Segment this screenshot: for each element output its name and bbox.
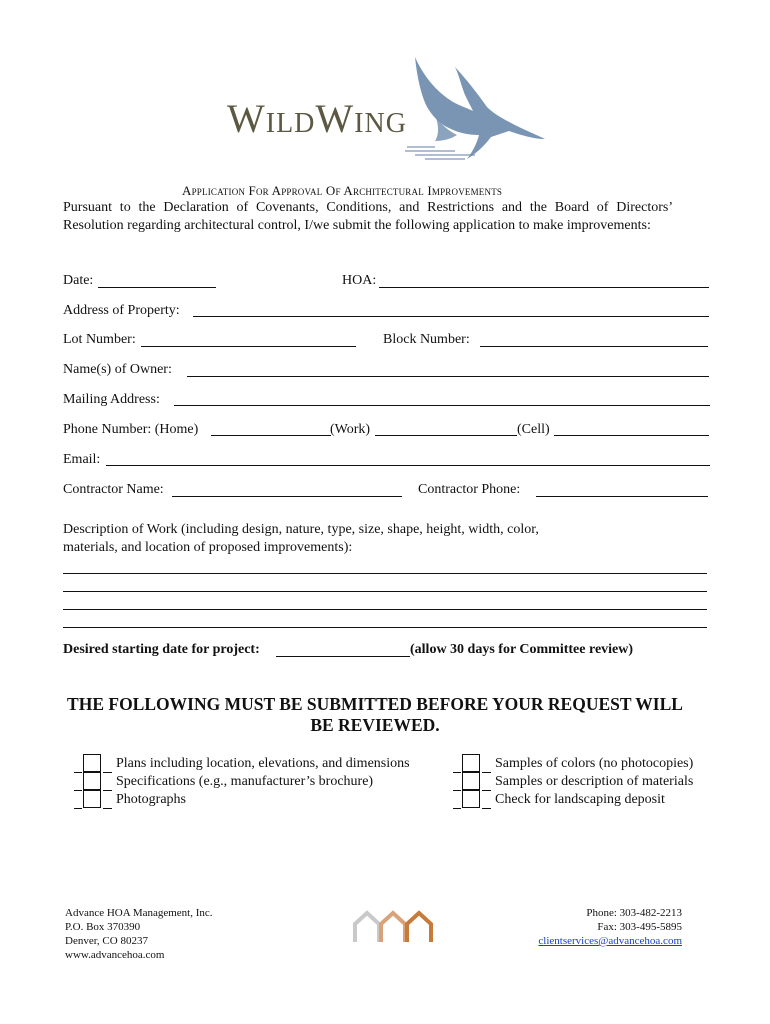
- footer-contact: [480, 906, 682, 948]
- description-line-4[interactable]: [63, 627, 707, 628]
- checkbox-landscaping-deposit[interactable]: [462, 790, 480, 808]
- phone-home-field[interactable]: [211, 435, 331, 436]
- right-checklist: [453, 752, 723, 812]
- owner-label: Name(s) of Owner:: [63, 362, 172, 377]
- description-label-line2: materials, and location of proposed improvements):: [63, 540, 353, 555]
- phone-cell-field[interactable]: [554, 435, 709, 436]
- wildwing-logo: [225, 55, 555, 170]
- fax-number: Fax: 303-495-5895: [597, 921, 682, 933]
- checklist-item-specifications: Specifications (e.g., manufacturer’s brochure): [116, 774, 374, 789]
- date-label: Date:: [63, 273, 94, 288]
- advance-hoa-houses-icon: [353, 910, 435, 944]
- checkbox-color-samples[interactable]: [462, 754, 480, 772]
- checkbox-specifications[interactable]: [83, 772, 101, 790]
- block-label: Block Number:: [383, 332, 470, 347]
- contractor-phone-label: Contractor Phone:: [418, 482, 521, 497]
- requirements-heading-line2: BE REVIEWED.: [310, 715, 440, 735]
- left-checklist: [74, 752, 444, 812]
- mailing-field[interactable]: [174, 405, 710, 406]
- start-date-label: Desired starting date for project:: [63, 642, 260, 657]
- description-line-3[interactable]: [63, 609, 707, 610]
- mailing-label: Mailing Address:: [63, 392, 160, 407]
- underscore-line: [482, 808, 491, 809]
- email-link[interactable]: clientservices@advancehoa.com: [538, 935, 682, 947]
- requirements-heading: [55, 694, 695, 736]
- lot-field[interactable]: [141, 346, 356, 347]
- description-line-1[interactable]: [63, 573, 707, 574]
- underscore-line: [482, 772, 491, 773]
- underscore-line: [103, 790, 112, 791]
- contractor-name-field[interactable]: [172, 496, 402, 497]
- underscore-line: [103, 808, 112, 809]
- requirements-heading-line1: THE FOLLOWING MUST BE SUBMITTED BEFORE YOUR REQUEST WILL: [67, 694, 683, 714]
- checkbox-plans[interactable]: [83, 754, 101, 772]
- logo-wordmark: WildWing: [227, 96, 407, 141]
- email-field[interactable]: [106, 465, 710, 466]
- underscore-line: [453, 772, 461, 773]
- phone-number: Phone: 303-482-2213: [586, 907, 682, 919]
- phone-work-label: (Work): [330, 422, 371, 437]
- underscore-line: [103, 772, 112, 773]
- lot-label: Lot Number:: [63, 332, 136, 347]
- po-box: P.O. Box 370390: [65, 921, 141, 933]
- city-state-zip: Denver, CO 80237: [65, 935, 148, 947]
- contractor-name-label: Contractor Name:: [63, 482, 164, 497]
- start-date-note: (allow 30 days for Committee review): [410, 642, 634, 657]
- checklist-item-color-samples: Samples of colors (no photocopies): [495, 756, 694, 771]
- email-label: Email:: [63, 452, 101, 467]
- form-title: Application For Approval Of Architectural Improvements: [182, 183, 503, 198]
- phone-cell-label: (Cell): [517, 422, 550, 437]
- checklist-item-photographs: Photographs: [116, 792, 186, 807]
- underscore-line: [74, 790, 82, 791]
- phone-home-label: Phone Number: (Home): [63, 422, 199, 437]
- heron-bird-icon: [395, 55, 555, 167]
- checkbox-photographs[interactable]: [83, 790, 101, 808]
- date-field[interactable]: [98, 287, 216, 288]
- company-name: Advance HOA Management, Inc.: [65, 907, 213, 919]
- intro-paragraph: Pursuant to the Declaration of Covenants, Conditions, and Restrictions and the Board of Directors’ Resolution regarding architectural control, I/we submit the following application to make improvements:: [63, 200, 673, 233]
- description-label-line1: Description of Work (including design, nature, type, size, shape, height, width, color,: [63, 522, 539, 537]
- hoa-label: HOA:: [342, 273, 377, 288]
- block-field[interactable]: [480, 346, 708, 347]
- underscore-line: [453, 808, 461, 809]
- hoa-field[interactable]: [379, 287, 709, 288]
- checklist-item-landscaping-deposit: Check for landscaping deposit: [495, 792, 665, 807]
- checklist-item-plans: Plans including location, elevations, and dimensions: [116, 756, 410, 771]
- underscore-line: [482, 790, 491, 791]
- contractor-phone-field[interactable]: [536, 496, 708, 497]
- underscore-line: [453, 790, 461, 791]
- description-line-2[interactable]: [63, 591, 707, 592]
- address-label: Address of Property:: [63, 303, 180, 318]
- footer-address: [65, 906, 213, 962]
- underscore-line: [74, 808, 82, 809]
- address-field[interactable]: [193, 316, 709, 317]
- owner-field[interactable]: [187, 376, 709, 377]
- phone-work-field[interactable]: [375, 435, 517, 436]
- checklist-item-material-samples: Samples or description of materials: [495, 774, 694, 789]
- start-date-field[interactable]: [276, 656, 410, 657]
- underscore-line: [74, 772, 82, 773]
- checkbox-material-samples[interactable]: [462, 772, 480, 790]
- website-link[interactable]: www.advancehoa.com: [65, 949, 165, 961]
